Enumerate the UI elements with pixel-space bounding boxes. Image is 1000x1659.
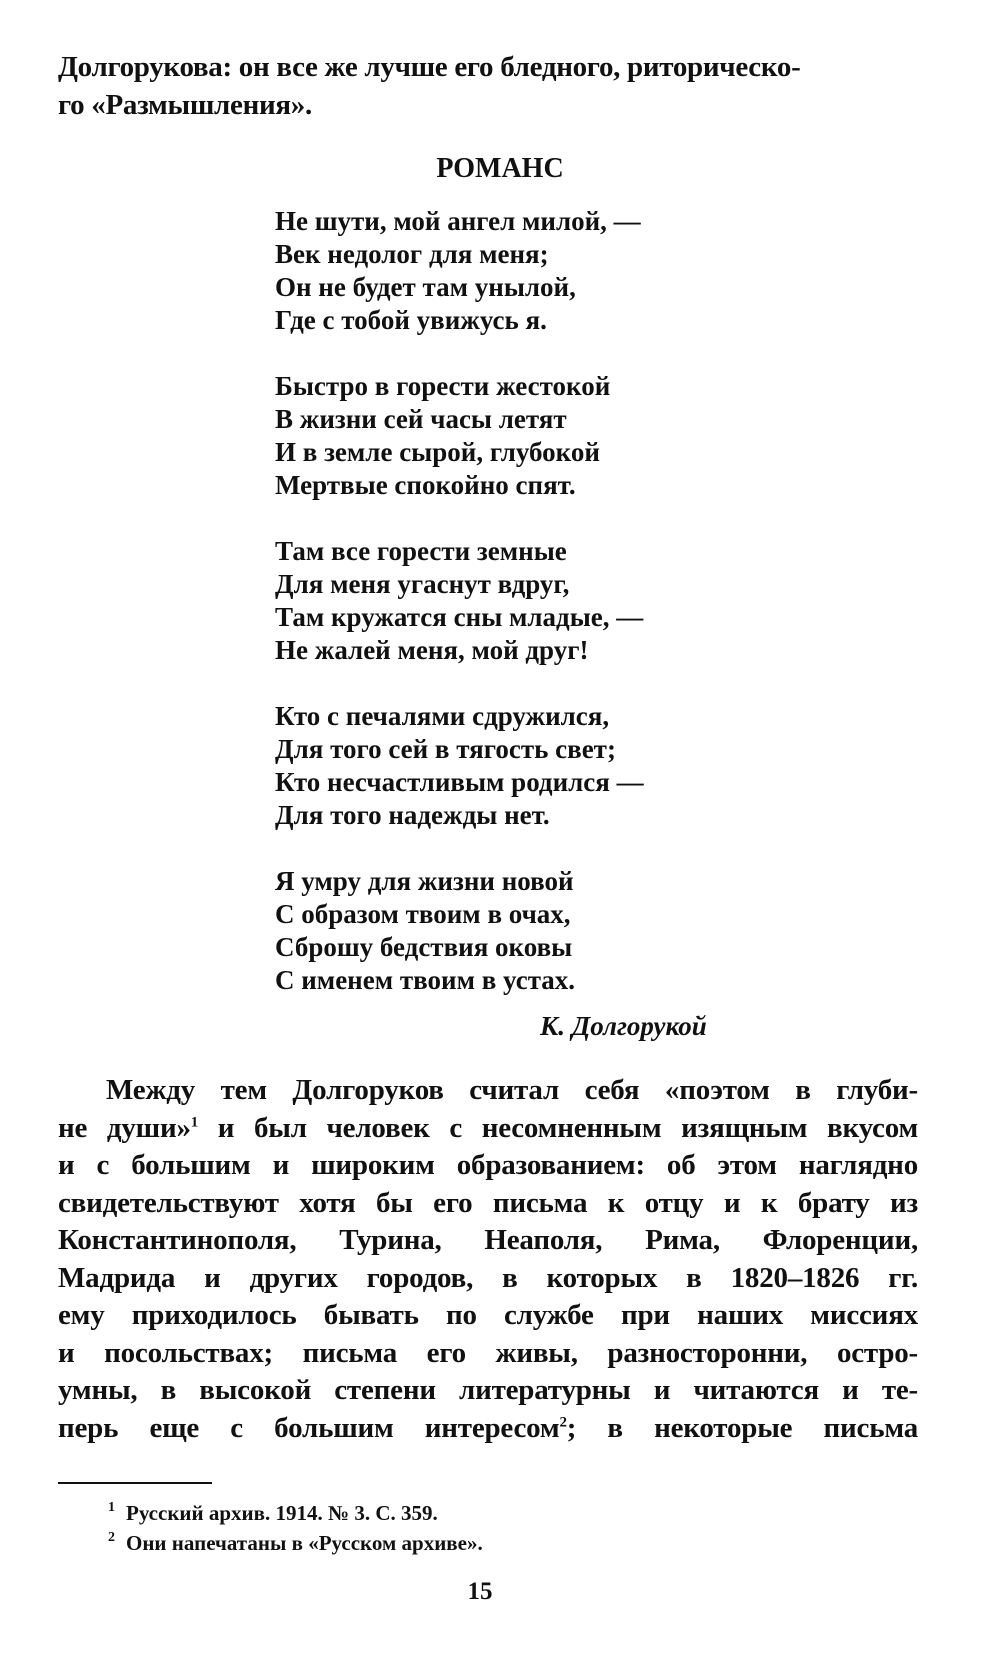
paragraph-line: Мадрида и других городов, в которых в 1820–1826 гг. (58, 1261, 918, 1294)
footnote-divider (58, 1482, 212, 1484)
page-number: 15 (467, 1578, 493, 1605)
footnote-mark: 1 (108, 1500, 115, 1515)
paragraph-line: умны, в высокой степени литературны и читаются и те- (58, 1374, 918, 1406)
poem-title-text: РОМАНС (436, 153, 564, 184)
poem-verse: Сброшу бедствия оковы (275, 932, 573, 962)
intro-line: го «Размышления». (58, 89, 312, 121)
paragraph-line: и с большим и широким образованием: об этом наглядно (58, 1149, 918, 1181)
footnote-text: Русский архив. 1914. № 3. С. 359. (126, 1501, 438, 1525)
poem (275, 205, 735, 1030)
poem-stanza (275, 865, 735, 997)
paragraph-text: и был человек с несомненным изящным вкусом (198, 1111, 918, 1144)
poem-verse: Для меня угаснут вдруг, (275, 569, 570, 599)
paragraph-line: ему приходилось бывать по службе при наших миссиях (58, 1299, 918, 1331)
poem-verse: И в земле сырой, глубокой (275, 437, 600, 467)
poem-stanza (275, 205, 735, 337)
poem-verse: Быстро в горести жестокой (275, 371, 611, 401)
paragraph-text: перь еще с большим интересом (58, 1411, 560, 1444)
poem-stanza (275, 370, 735, 502)
footnote (108, 1498, 808, 1528)
poem-verse: Не шути, мой ангел милой, — (275, 206, 641, 236)
footnote-ref-2[interactable]: 2 (559, 1413, 567, 1430)
paragraph-line: Константинополя, Турина, Неаполя, Рима, Флоренции, (58, 1224, 918, 1256)
poem-verse: Не жалей меня, мой друг! (275, 635, 589, 665)
poem-verse: Где с тобой увижусь я. (275, 305, 547, 335)
poem-verse: Там все горести земные (275, 536, 567, 566)
poem-verse: Для того сей в тягость свет; (275, 734, 616, 764)
poem-verse: Там кружатся сны младые, — (275, 602, 644, 632)
poem-verse: С именем твоим в устах. (275, 965, 576, 995)
footnote (108, 1528, 808, 1558)
poem-verse: Век недолог для меня; (275, 239, 549, 269)
poem-verse: В жизни сей часы летят (275, 404, 567, 434)
poem-verse: Я умру для жизни новой (275, 866, 574, 896)
poem-title (0, 152, 1000, 186)
paragraph-line: Между тем Долгоруков считал себя «поэтом в глуби- (106, 1074, 918, 1106)
intro-line: Долгорукова: он все же лучше его бледного, риторическо- (58, 51, 801, 83)
paragraph-line (58, 1110, 918, 1148)
poem-verse: Кто несчастливым родился — (275, 767, 644, 797)
footnotes (108, 1498, 808, 1558)
poem-signature: К. Долгорукой (540, 1011, 707, 1041)
poem-verse: Для того надежды нет. (275, 800, 550, 830)
paragraph-line (58, 1410, 918, 1448)
poem-verse: Кто с печалями сдружился, (275, 701, 610, 731)
paragraph-text: ; в некоторые письма (566, 1411, 919, 1444)
paragraph-line: свидетельствуют хотя бы его письма к отцу и к брату из (58, 1186, 918, 1219)
poem-stanza (275, 700, 735, 832)
paragraph-text: не души» (58, 1111, 191, 1144)
footnote-ref-1[interactable]: 1 (190, 1113, 199, 1130)
footnote-mark: 2 (108, 1530, 115, 1545)
poem-verse: Он не будет там унылой, (275, 272, 576, 302)
paragraph-line: и посольствах; письма его живы, разносторонни, остро- (58, 1336, 918, 1369)
poem-stanza (275, 535, 735, 667)
poem-verse: С образом твоим в очах, (275, 899, 571, 929)
poem-verse: Мертвые спокойно спят. (275, 470, 576, 500)
intro-paragraph (58, 48, 918, 124)
footnote-text: Они напечатаны в «Русском архиве». (126, 1531, 483, 1555)
body-paragraph (58, 1072, 918, 1447)
